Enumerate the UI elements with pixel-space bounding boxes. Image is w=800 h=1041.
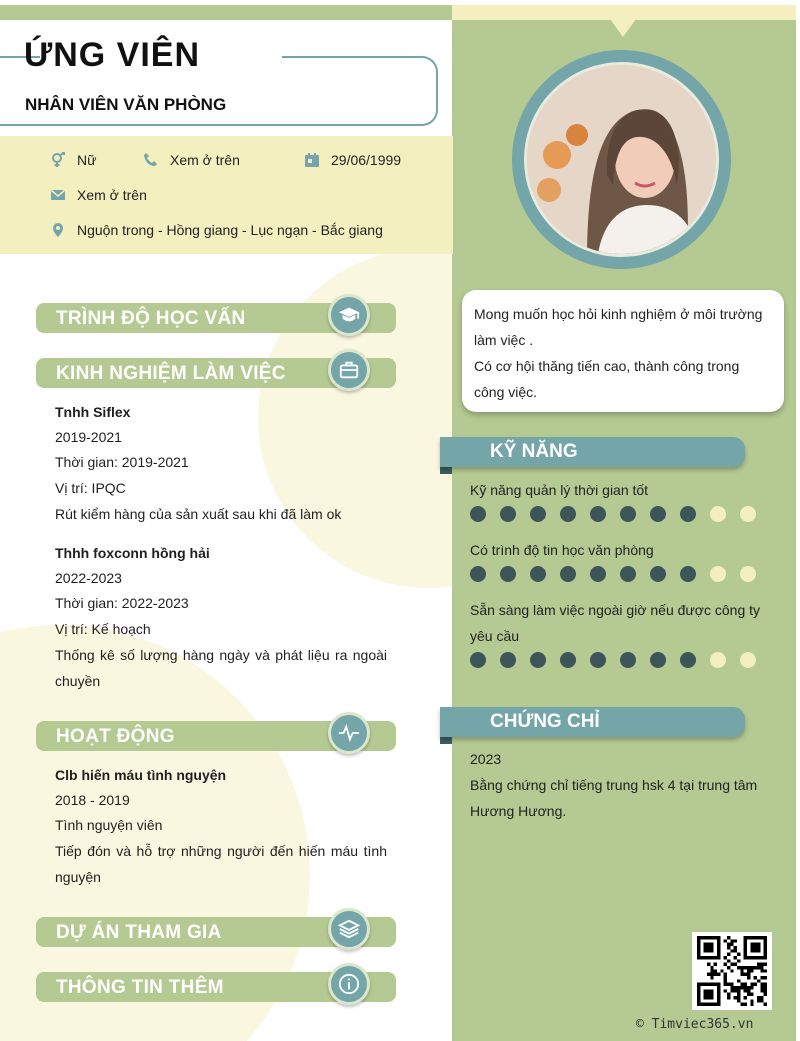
- rating-dot-empty: [710, 566, 726, 582]
- avatar-frame: [512, 50, 731, 269]
- decor-notch: [610, 19, 636, 37]
- career-objective-card: [462, 290, 784, 412]
- rating-dot-filled: [590, 566, 606, 582]
- activity-org: Clb hiến máu tình nguyện: [55, 767, 227, 783]
- rating-dot-filled: [680, 652, 696, 668]
- exp1-company: Tnhh Siflex: [55, 404, 131, 420]
- section-more-info-title: THÔNG TIN THÊM: [56, 977, 224, 998]
- info-birthday: [304, 152, 401, 168]
- rating-dot-filled: [470, 566, 486, 582]
- rating-dot-filled: [530, 506, 546, 522]
- exp2-period: 2022-2023: [55, 570, 122, 586]
- activity-role: Tình nguyện viên: [55, 817, 163, 833]
- section-activities-title: HOẠT ĐỘNG: [56, 726, 175, 747]
- section-projects-title: DỰ ÁN THAM GIA: [56, 922, 222, 943]
- qr-code[interactable]: [692, 932, 772, 1010]
- skill-1-rating: [470, 506, 756, 522]
- gender-value: Nữ: [77, 152, 97, 168]
- section-skills-title: KỸ NĂNG: [490, 441, 578, 462]
- qr-code-icon: [696, 936, 768, 1006]
- rating-dot-empty: [740, 566, 756, 582]
- section-experience: [36, 358, 396, 388]
- rating-dot-filled: [680, 566, 696, 582]
- phone-icon: [143, 152, 159, 168]
- rating-dot-filled: [590, 652, 606, 668]
- rating-dot-filled: [620, 652, 636, 668]
- section-more-info: [36, 972, 396, 1002]
- rating-dot-empty: [740, 652, 756, 668]
- rating-dot-empty: [710, 652, 726, 668]
- location-pin-icon: [50, 222, 66, 238]
- section-certificates: [440, 707, 745, 737]
- exp1-position: Vị trí: IPQC: [55, 480, 126, 496]
- exp1-time: Thời gian: 2019-2021: [55, 454, 189, 470]
- info-icon: [328, 963, 370, 1005]
- graduation-cap-icon: [328, 294, 370, 336]
- exp2-time: Thời gian: 2022-2023: [55, 595, 189, 611]
- info-phone: [143, 152, 240, 168]
- rating-dot-filled: [500, 652, 516, 668]
- rating-dot-filled: [560, 506, 576, 522]
- top-strip-left: [0, 5, 452, 20]
- exp2-description: Thống kê số lượng hàng ngày và phát liệu ra ngoài chuyền: [55, 647, 387, 689]
- exp1-period: 2019-2021: [55, 429, 122, 445]
- skill-2-rating: [470, 566, 756, 582]
- exp2-position: Vị trí: Kế hoạch: [55, 621, 151, 637]
- job-title: NHÂN VIÊN VĂN PHÒNG: [25, 95, 227, 114]
- section-certificates-title: CHỨNG CHỈ: [490, 711, 600, 732]
- rating-dot-filled: [620, 506, 636, 522]
- calendar-icon: [304, 152, 320, 168]
- info-address: [50, 222, 383, 238]
- objective-line-2: Có cơ hội thăng tiến cao, thành công trong công việc.: [474, 358, 740, 400]
- footer-copyright: © Timviec365.vn: [636, 1017, 754, 1032]
- email-value[interactable]: Xem ở trên: [77, 187, 147, 203]
- rating-dot-filled: [530, 652, 546, 668]
- birthday-value: 29/06/1999: [331, 152, 402, 168]
- info-email: [50, 187, 147, 203]
- briefcase-icon: [328, 349, 370, 391]
- section-skills: [440, 437, 745, 467]
- skill-2-name: Có trình độ tin học văn phòng: [470, 542, 654, 558]
- section-education-title: TRÌNH ĐỘ HỌC VẤN: [56, 308, 246, 329]
- avatar: [524, 62, 719, 257]
- section-education: [36, 303, 396, 333]
- rating-dot-filled: [560, 652, 576, 668]
- rating-dot-empty: [710, 506, 726, 522]
- exp2-company: Thhh foxconn hồng hải: [55, 545, 210, 561]
- activity-description: Tiếp đón và hỗ trợ những người đến hiến máu tình nguyện: [55, 843, 387, 885]
- pulse-icon: [328, 712, 370, 754]
- candidate-name: ỨNG VIÊN: [24, 36, 201, 74]
- rating-dot-filled: [500, 506, 516, 522]
- certificate-year: 2023: [470, 751, 502, 767]
- rating-dot-filled: [650, 506, 666, 522]
- rating-dot-filled: [650, 566, 666, 582]
- activity-period: 2018 - 2019: [55, 792, 130, 808]
- rating-dot-filled: [500, 566, 516, 582]
- rating-dot-filled: [680, 506, 696, 522]
- rating-dot-filled: [590, 506, 606, 522]
- phone-value[interactable]: Xem ở trên: [170, 152, 240, 168]
- exp1-description: Rút kiểm hàng của sản xuất sau khi đã làm ok: [55, 506, 342, 522]
- certificate-description: Bằng chứng chỉ tiếng trung hsk 4 tại trung tâm Hương Hương.: [470, 777, 758, 819]
- section-projects: [36, 917, 396, 947]
- rating-dot-filled: [560, 566, 576, 582]
- layers-icon: [328, 908, 370, 950]
- rating-dot-filled: [650, 652, 666, 668]
- skills-ribbon-fold: [440, 466, 452, 474]
- rating-dot-filled: [530, 566, 546, 582]
- personal-info-bar: [0, 136, 453, 254]
- certificates-ribbon-fold: [440, 736, 452, 744]
- gender-icon: [50, 152, 66, 168]
- skill-1-name: Kỹ năng quản lý thời gian tốt: [470, 482, 649, 498]
- rating-dot-filled: [620, 566, 636, 582]
- mail-icon: [50, 187, 66, 203]
- skill-3-name: Sẵn sàng làm việc ngoài giờ nếu được công ty yêu cầu: [470, 602, 761, 644]
- section-activities: [36, 721, 396, 751]
- skill-3-rating: [470, 652, 756, 668]
- address-value: Nguộn trong - Hồng giang - Lục ngạn - Bắc giang: [77, 222, 383, 238]
- objective-line-1: Mong muốn học hỏi kinh nghiệm ở môi trường làm việc .: [474, 306, 763, 348]
- rating-dot-empty: [740, 506, 756, 522]
- top-strip-right: [452, 5, 796, 20]
- info-gender: [50, 152, 96, 168]
- rating-dot-filled: [470, 506, 486, 522]
- section-experience-title: KINH NGHIỆM LÀM VIỆC: [56, 363, 286, 384]
- rating-dot-filled: [470, 652, 486, 668]
